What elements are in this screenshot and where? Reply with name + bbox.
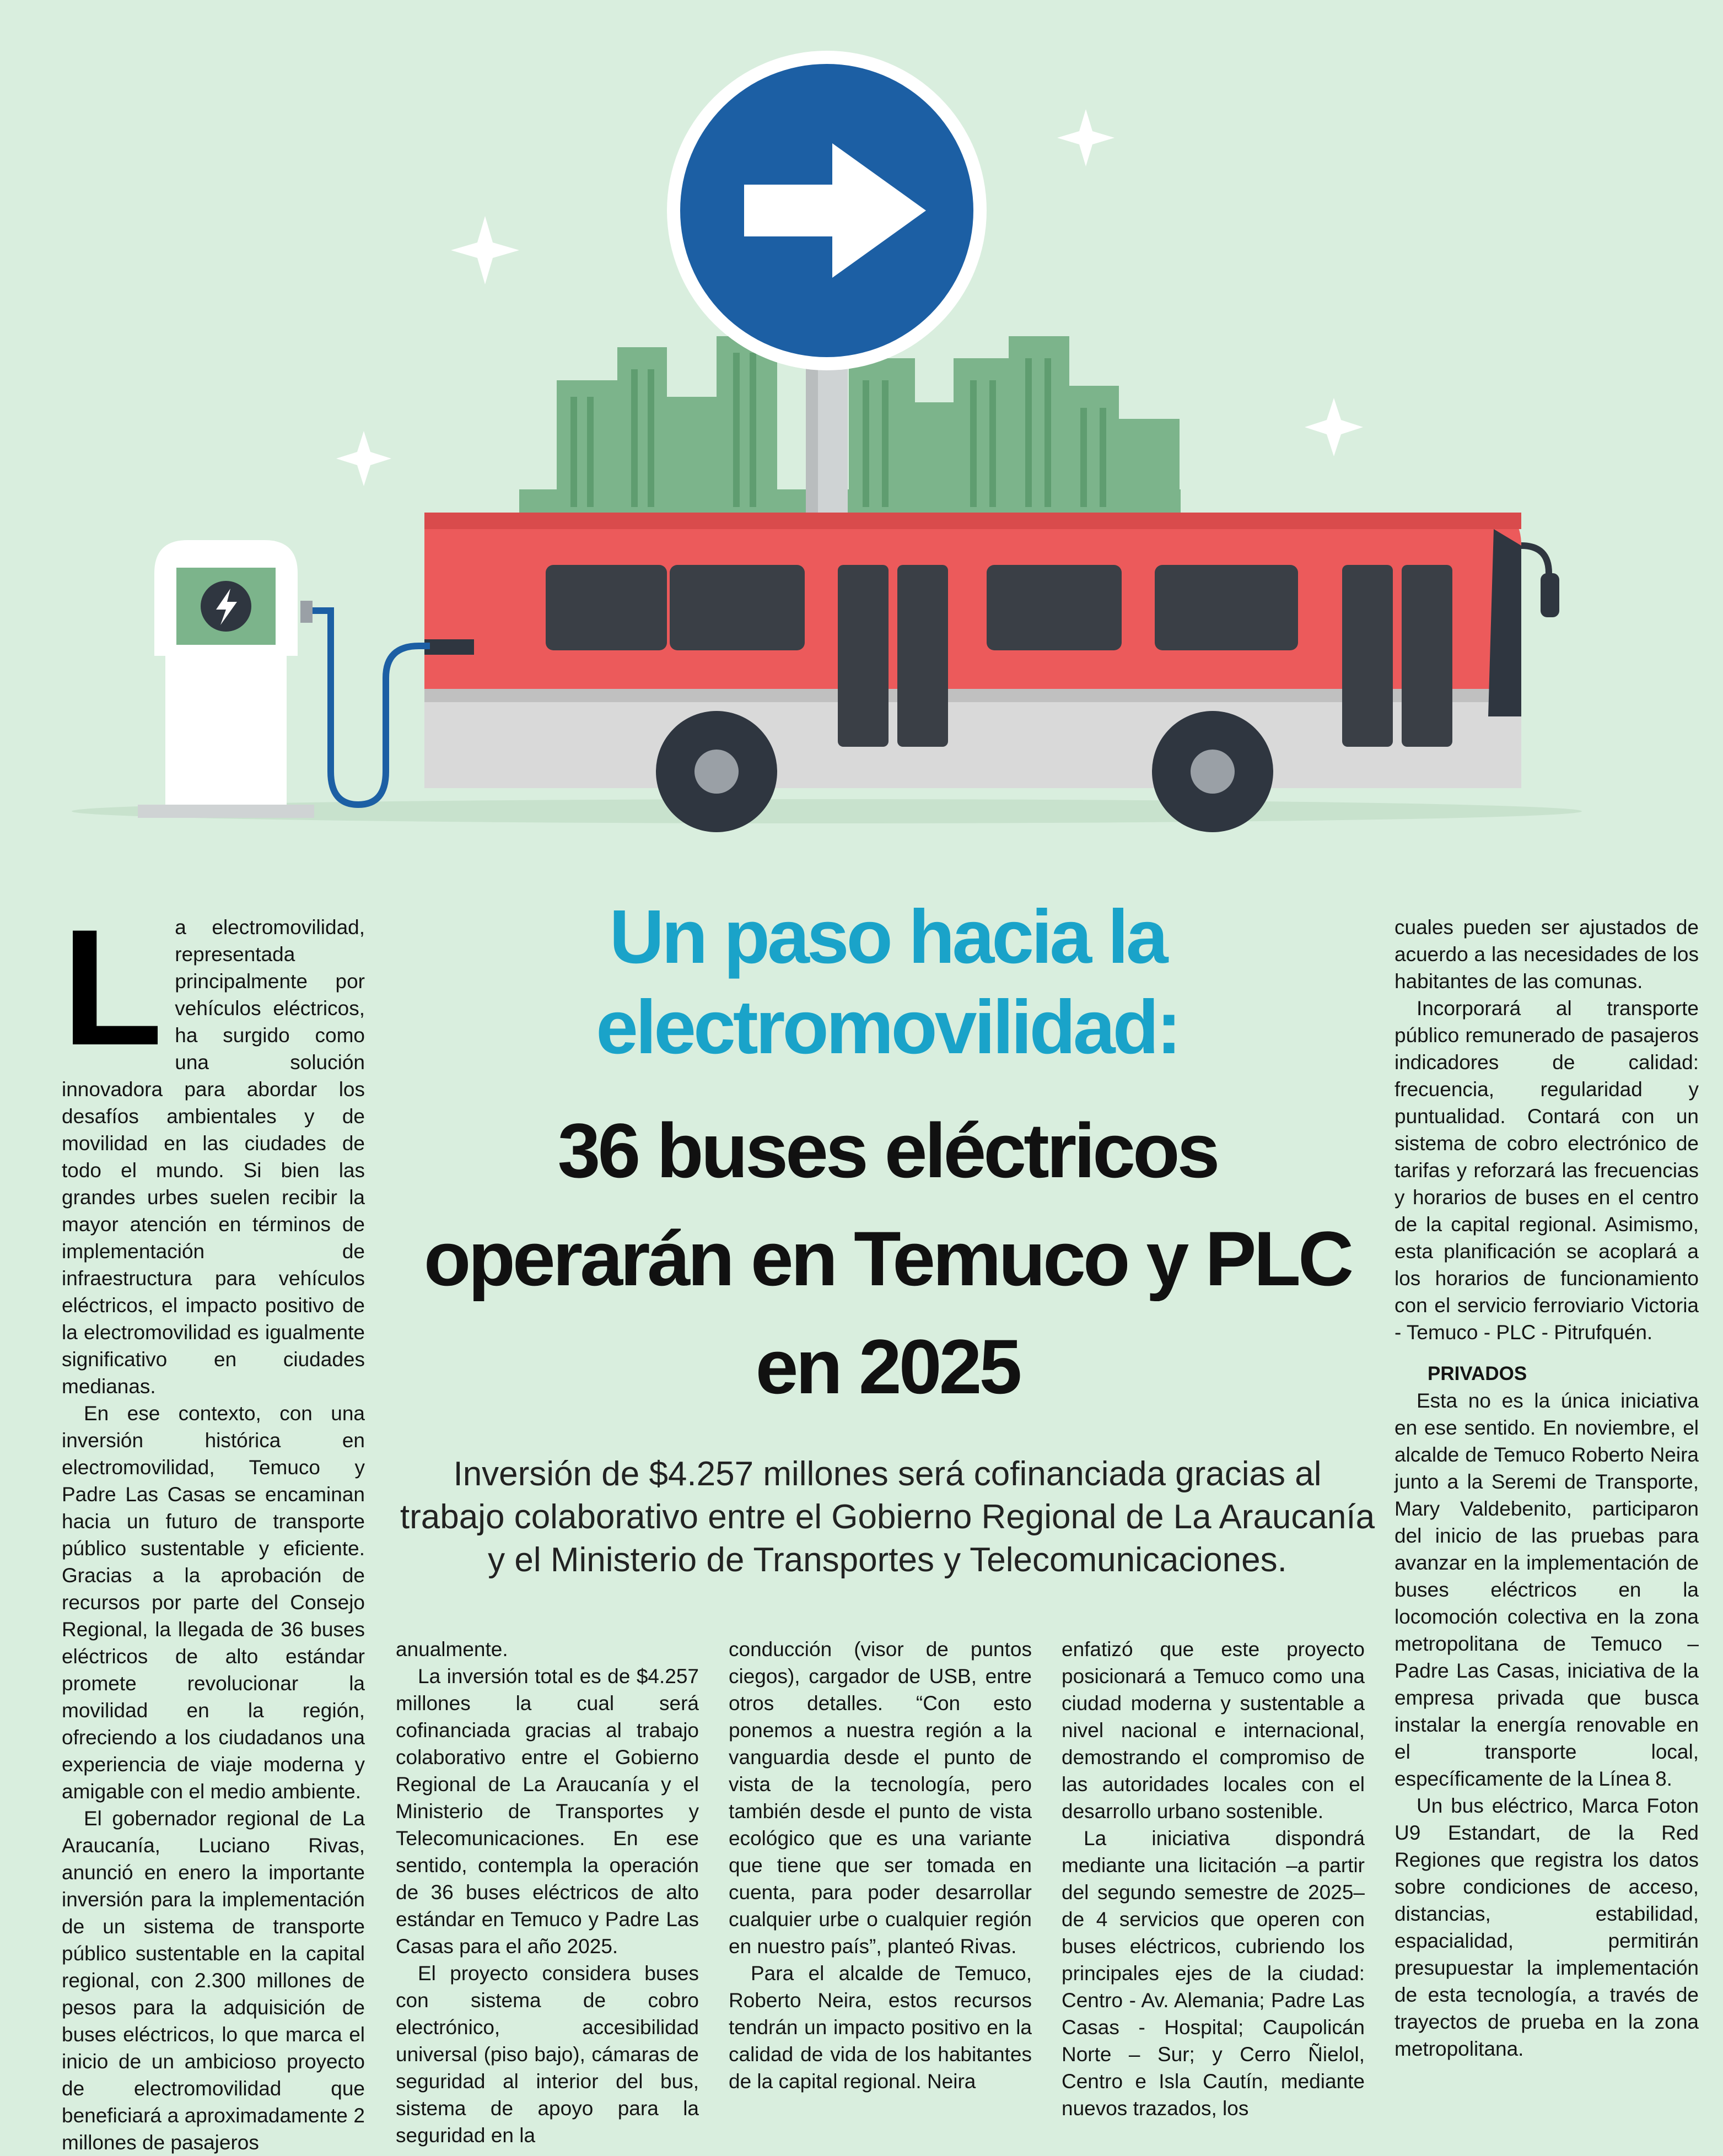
paragraph: a electromovilidad, representada principalmente por vehículos eléctricos, ha surgido como una solución innovadora para abordar los desafíos ambientales y de movilidad en las ciudades de todo el mundo. Si bien las grandes urbes suelen recibir la mayor atención en términos de implementación de infraestructura para vehículos eléctricos, el impacto positivo de la electromovilidad es igualmente significativo en ciudades medianas. bbox=[62, 916, 365, 1398]
charging-cable bbox=[309, 611, 430, 805]
paragraph: anualmente. bbox=[396, 1638, 508, 1661]
paragraph: cuales pueden ser ajustados de acuerdo a las necesidades de los habitantes de las comunas. bbox=[1394, 916, 1699, 993]
article-column-2 bbox=[396, 1636, 699, 2149]
paragraph: En ese contexto, con una inversión histórica en electromovilidad, Temuco y Padre Las Casas se encaminan hacia un futuro de transporte público sustentable y eficiente. Gracias a la aprobación de recursos por parte del Consejo Regional, la llegada de 36 buses eléctricos de alto estándar promete revolucionar la movilidad en la región, ofreciendo a los ciudadanos una experiencia de viaje moderna y amigable con el medio ambiente. bbox=[62, 1402, 365, 1803]
paragraph: conducción (visor de puntos ciegos), cargador de USB, entre otros detalles. “Con esto ponemos a nuestra región a la vanguardia desde el punto de vista de la tecnología, pero también desde el punto de vista ecológico que es una variante que tiene que ser tomada en cuenta, para poder desarrollar cualquier urbe o cualquier región en nuestro país”, planteó Rivas. bbox=[729, 1638, 1032, 1958]
article-column-4 bbox=[1062, 1636, 1365, 2122]
charging-station bbox=[138, 540, 314, 818]
paragraph: Esta no es la única iniciativa en ese sentido. En noviembre, el alcalde de Temuco Roberto Neira junto a la Seremi de Transporte, Mary Valdebenito, participaron del inicio de las pruebas para avanzar en la implementación de buses eléctricos en la locomoción colectiva en la zona metropolitana de Temuco – Padre Las Casas, iniciativa de la empresa privada que busca instalar la energía renovable en el transporte local, específicamente de la Línea 8. bbox=[1394, 1389, 1699, 1790]
paragraph: El gobernador regional de La Araucanía, Luciano Rivas, anunció en enero la importante inversión para la implementación de un sistema de transporte público sustentable en la capital regional, con 2.300 millones de pesos para la adquisición de buses eléctricos, lo que marca el inicio de un ambicioso proyecto de electromovilidad que beneficiará a aproximadamente 2 millones de pasajeros bbox=[62, 1807, 365, 2154]
article-column-3 bbox=[729, 1636, 1032, 2095]
headline-main: 36 buses eléctricos operarán en Temuco y PLC en 2025 bbox=[423, 1107, 1352, 1410]
paragraph: Para el alcalde de Temuco, Roberto Neira, estos recursos tendrán un impacto positivo en la calidad de vida de los habitantes de la capital regional. Neira bbox=[729, 1962, 1032, 2093]
subhead: Inversión de $4.257 millones será cofinanciada gracias al trabajo colaborativo entre el Gobierno Regional de La Araucanía y el Ministerio de Transportes y Telecomunicaciones. bbox=[400, 1455, 1375, 1579]
paragraph: La iniciativa dispondrá mediante una licitación –a partir del segundo semestre de 2025– de 4 servicios que operen con buses eléctricos, cubriendo los principales ejes de la ciudad: Centro - Av. Alemania; Padre Las Casas - Hospital; Caupolicán Norte – Sur; y Cerro Ñielol, Centro e Isla Cautín, mediante nuevos trazados, los bbox=[1062, 1827, 1365, 2120]
section-heading: PRIVADOS bbox=[1428, 1363, 1527, 1384]
headline-kicker: Un paso hacia la electromovilidad: bbox=[596, 894, 1179, 1070]
article-column-1 bbox=[62, 894, 365, 2156]
drop-cap: L bbox=[62, 894, 163, 1080]
paragraph: El proyecto considera buses con sistema de cobro electrónico, accesibilidad universal (piso bajo), cámaras de seguridad al interior del bus, sistema de apoyo para la seguridad en la bbox=[396, 1962, 699, 2147]
paragraph: Incorporará al transporte público remunerado de pasajeros indicadores de calidad: frecuencia, regularidad y puntualidad. Contará con un sistema de cobro electrónico de tarifas y reforzará las frecuencias y horarios de buses en el centro de la capital regional. Asimismo, esta planificación se acoplará a los horarios de funcionamiento con el servicio ferroviario Victoria - Temuco - PLC - Pitrufquén. bbox=[1394, 997, 1699, 1344]
paragraph: La inversión total es de $4.257 millones la cual será cofinanciada gracias al trabajo colaborativo entre el Gobierno Regional de La Araucanía y el Ministerio de Transportes y Telecomunicaciones. En ese sentido, contempla la operación de 36 buses eléctricos de alto estándar en Temuco y Padre Las Casas para el año 2025. bbox=[396, 1665, 699, 1958]
paragraph: Un bus eléctrico, Marca Foton U9 Estandart, de la Red Regiones que registra los datos sobre condiciones de acceso, distancias, estabilidad, espacialidad, permitirán presupuestar la implementación de esta tecnología, a través de trayectos de prueba en la zona metropolitana. bbox=[1394, 1794, 1699, 2060]
paragraph: enfatizó que este proyecto posicionará a Temuco como una ciudad moderna y sustentable a nivel nacional e internacional, demostrando el compromiso de las autoridades locales con el desarrollo urbano sostenible. bbox=[1062, 1638, 1365, 1823]
electric-bus-illustration bbox=[0, 0, 1723, 860]
electric-bus bbox=[424, 513, 1559, 832]
article-column-5 bbox=[1394, 914, 1699, 2062]
